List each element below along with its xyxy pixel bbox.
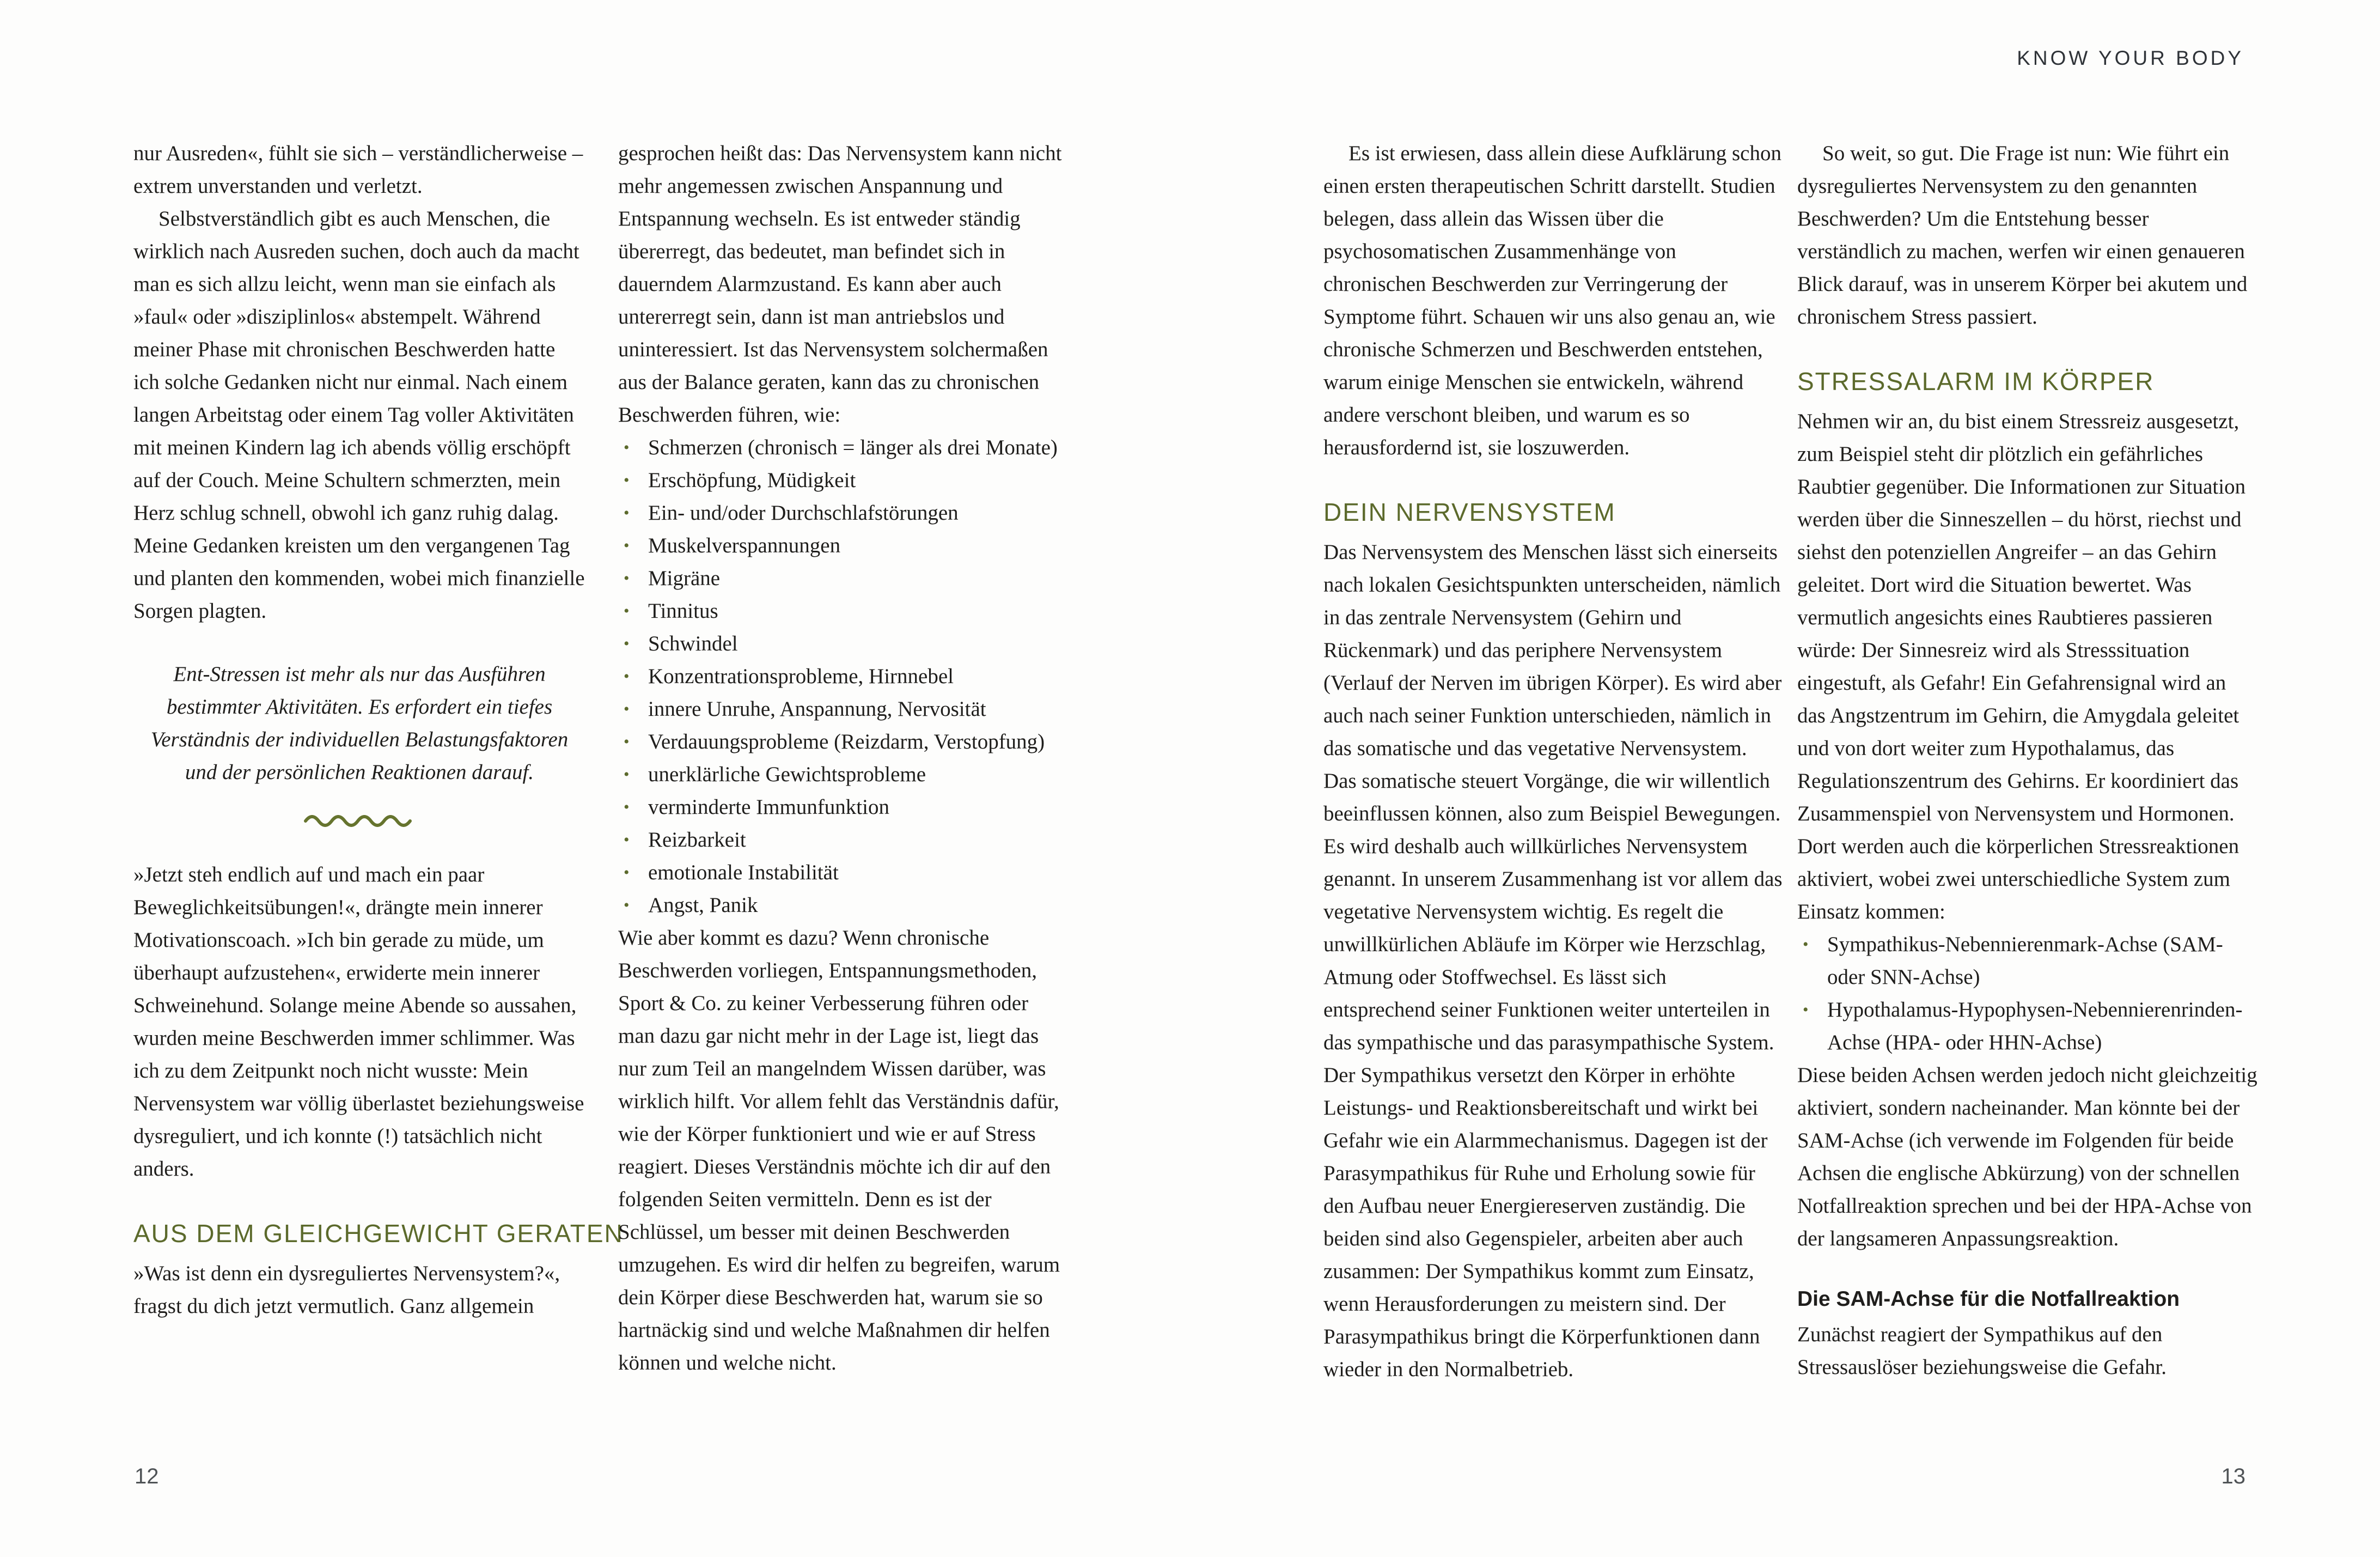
squiggle-divider	[133, 807, 585, 826]
paragraph: Es ist erwiesen, dass allein diese Aufklärung schon einen ersten therapeutischen Schritt darstellt. Studien belegen, dass allein das Wissen über die psychosomatischen Zusammenhänge von chronischen Beschwerden zur Verringerung der Symptome führt. Schauen wir uns also genau an, wie chronische Schmerzen und Beschwerden entstehen, warum einige Menschen sie entwickeln, während andere verschont bleiben, und warum es so herausfordernd ist, sie loszuwerden.	[1323, 142, 1781, 459]
page-number-right: 13	[2221, 1464, 2245, 1488]
section-heading: STRESSALARM IM KÖRPER	[1797, 367, 2155, 396]
wave-icon	[301, 812, 418, 830]
paragraph: gesprochen heißt das: Das Nervensystem kann nicht mehr angemessen zwischen Anspannung und Entspannung wechseln. Es ist entweder ständig übererregt, das bedeutet, man befindet sich in dauerndem Alarmzustand. Es kann aber auch untererregt sein, dann ist man antriebslos und uninteressiert. Ist das Nervensystem solchermaßen aus der Balance geraten, kann das zu chronischen Beschwerden führen, wie:	[618, 142, 1062, 427]
paragraph: Das Nervensystem des Menschen lässt sich einerseits nach lokalen Gesichtspunkten unterscheiden, nämlich in das zentrale Nervensystem (Gehirn und Rückenmark) und das periphere Nervensystem (Verlauf der Nerven im übrigen Körper). Es wird aber auch nach seiner Funktion unterschieden, nämlich in das somatische und das vegetative Nervensystem. Das somatische steuert Vorgänge, die wir willentlich beeinflussen können, also zum Beispiel Bewegungen. Es wird deshalb auch willkürliches Nervensystem genannt. In unserem Zusammenhang ist vor allem das vegetative Nervensystem wichtig. Es regelt die unwillkürlichen Abläufe im Körper wie Herzschlag, Atmung oder Stoffwechsel. Es lässt sich entsprechend seiner Funktionen weiter unterteilen in das sympathische und das parasympathische System. Der Sympathikus versetzt den Körper in erhöhte Leistungs- und Reaktionsbereitschaft und wirkt bei Gefahr wie ein Alarmmechanismus. Dagegen ist der Parasympathikus für Ruhe und Erholung sowie für den Aufbau neuer Energiereserven zuständig. Die beiden sind also Gegenspieler, arbeiten aber auch zusammen: Der Sympathikus kommt zum Einsatz, wenn Herausforderungen zu meistern sind. Der Parasympathikus bringt die Körperfunktionen dann wieder in den Normalbetrieb.	[1323, 540, 1783, 1381]
list-item: • Migräne	[618, 562, 1065, 595]
list-item: • emotionale Instabilität	[618, 856, 1065, 889]
list-item: • Verdauungsprobleme (Reizdarm, Verstopfung)	[618, 726, 1065, 758]
paragraph: »Jetzt steh endlich auf und mach ein paar Beweglichkeitsübungen!«, drängte mein innerer Motivationscoach. »Ich bin gerade zu müde, um überhaupt aufzustehen«, erwiderte mein innerer Schweinehund. Solange meine Abende so aussahen, wurden meine Beschwerden immer schlimmer. Was ich zu dem Zeitpunkt noch nicht wusste: Mein Nervensystem war völlig überlastet beziehungsweise dysreguliert, und ich konnte (!) tatsächlich nicht anders.	[133, 863, 584, 1181]
symptom-list	[618, 431, 1065, 922]
paragraph: Nehmen wir an, du bist einem Stressreiz ausgesetzt, zum Beispiel steht dir plötzlich ein gefährliches Raubtier gegenüber. Die Informationen zur Situation werden über die Sinneszellen – du hörst, riechst und siehst den potenziellen Angreifer – an das Gehirn geleitet. Dort wird die Situation bewertet. Was vermutlich angesichts eines Raubtieres passieren würde: Der Sinnesreiz wird als Stresssituation eingestuft, als Gefahr! Ein Gefahrensignal wird an das Angstzentrum im Gehirn, die Amygdala geleitet und von dort weiter zum Hypothalamus, das Regulationszentrum des Gehirns. Er koordiniert das Zusammenspiel von Nervensystem und Hormonen. Dort werden auch die körperlichen Stressreaktionen aktiviert, wobei zwei unterschiedliche System zum Einsatz kommen:	[1797, 410, 2246, 923]
page12-column-1	[133, 137, 624, 1323]
paragraph: Wie aber kommt es dazu? Wenn chronische Beschwerden vorliegen, Entspannungsmethoden, Sport & Co. zu keiner Verbesserung führen oder man dazu gar nicht mehr in der Lage ist, liegt das nur zum Teil an mangelndem Wissen darüber, was wirklich hilft. Vor allem fehlt das Verständnis dafür, wie der Körper funktioniert und wie er auf Stress reagiert. Dieses Verständnis möchte ich dir auf den folgenden Seiten vermitteln. Denn es ist der Schlüssel, um besser mit deinen Beschwerden umzugehen. Es wird dir helfen zu begreifen, warum dein Körper diese Beschwerden hat, warum sie so hartnäckig sind und welche Maßnahmen dir helfen können und welche nicht.	[618, 926, 1060, 1374]
sub-heading: Die SAM-Achse für die Notfallreaktion	[1797, 1287, 2180, 1311]
page-number-left: 12	[135, 1464, 159, 1488]
list-item: • unerklärliche Gewichtsprobleme	[618, 758, 1065, 791]
list-item: • Sympathikus-Nebennierenmark-Achse (SAM- oder SNN-Achse)	[1797, 928, 2257, 994]
list-item: • Erschöpfung, Müdigkeit	[618, 464, 1065, 497]
paragraph: Diese beiden Achsen werden jedoch nicht gleichzeitig aktiviert, sondern nacheinander. Man könnte bei der SAM-Achse (ich verwende im Folgenden für beide Achsen die englische Abkürzung) von der schnellen Notfallreaktion sprechen und bei der HPA-Achse von der langsameren Anpassungsreaktion.	[1797, 1063, 2257, 1250]
paragraph: So weit, so gut. Die Frage ist nun: Wie führt ein dysreguliertes Nervensystem zu den genannten Beschwerden? Um die Entstehung besser verständlich zu machen, werfen wir einen genaueren Blick darauf, was in unserem Körper bei akutem und chronischem Stress passiert.	[1797, 142, 2248, 329]
list-item: • innere Unruhe, Anspannung, Nervosität	[618, 693, 1065, 726]
running-head: KNOW YOUR BODY	[2017, 47, 2244, 69]
axis-list	[1797, 928, 2257, 1059]
section-heading: AUS DEM GLEICHGEWICHT GERATEN	[133, 1219, 624, 1248]
list-item: • Ein- und/oder Durchschlafstörungen	[618, 497, 1065, 530]
paragraph: Selbstverständlich gibt es auch Menschen, die wirklich nach Ausreden suchen, doch auch da macht man es sich allzu leicht, wenn man sie einfach als »faul« oder »disziplinlos« abstempelt. Während meiner Phase mit chronischen Beschwerden hatte ich solche Gedanken nicht nur einmal. Nach einem langen Arbeitstag oder einem Tag voller Aktivitäten mit meinen Kindern lag ich abends völlig erschöpft auf der Couch. Meine Schultern schmerzten, mein Herz schlug schnell, obwohl ich ganz ruhig dalag. Meine Gedanken kreisten um den vergangenen Tag und planten den kommenden, wobei mich finanzielle Sorgen plagten.	[133, 207, 585, 623]
list-item: • Schwindel	[618, 628, 1065, 660]
list-item: • Angst, Panik	[618, 889, 1065, 922]
paragraph: Zunächst reagiert der Sympathikus auf den Stressauslöser beziehungsweise die Gefahr.	[1797, 1323, 2167, 1379]
page12-column-2	[618, 137, 1065, 1379]
section-heading: DEIN NERVENSYSTEM	[1323, 498, 1616, 526]
list-item: • Schmerzen (chronisch = länger als drei Monate)	[618, 431, 1065, 464]
paragraph: »Was ist denn ein dysreguliertes Nervensystem?«, fragst du dich jetzt vermutlich. Ganz allgemein	[133, 1262, 560, 1318]
list-item: • Muskelverspannungen	[618, 530, 1065, 562]
list-item: • verminderte Immunfunktion	[618, 791, 1065, 824]
pull-quote: Ent-Stressen ist mehr als nur das Ausführen bestimmter Aktivitäten. Es erfordert ein tiefes Verständnis der individuellen Belastungsfaktoren und der persönlichen Reaktionen darauf.	[150, 662, 569, 784]
page13-column-2	[1797, 137, 2257, 1384]
list-item: • Hypothalamus-Hypophysen-Nebennierenrinden-Achse (HPA- oder HHN-Achse)	[1797, 994, 2257, 1059]
list-item: • Konzentrationsprobleme, Hirnnebel	[618, 660, 1065, 693]
list-item: • Reizbarkeit	[618, 824, 1065, 856]
paragraph: nur Ausreden«, fühlt sie sich – verständlicherweise – extrem unverstanden und verletzt.	[133, 142, 583, 198]
list-item: • Tinnitus	[618, 595, 1065, 628]
page13-column-1	[1323, 137, 1784, 1386]
